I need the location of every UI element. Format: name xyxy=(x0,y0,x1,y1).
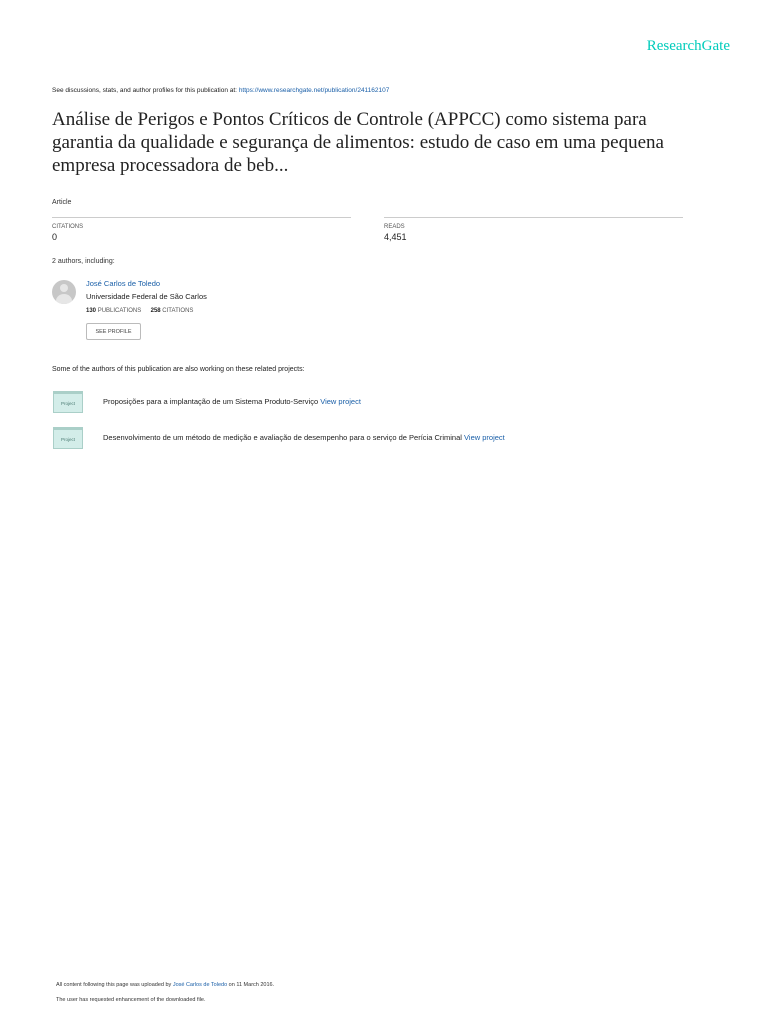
reads-label: READS xyxy=(384,224,405,230)
project-title: Desenvolvimento de um método de medição e avaliação de desempenho para o serviço de Perícia Criminal xyxy=(103,433,462,442)
upload-prefix: All content following this page was uploaded by xyxy=(56,982,172,988)
researchgate-logo[interactable]: ResearchGate xyxy=(646,38,730,54)
author-publications-count: 130 xyxy=(86,308,97,314)
citations-value: 0 xyxy=(52,232,58,242)
upload-suffix: on 11 March 2016. xyxy=(228,982,275,988)
author-citations-count: 258 xyxy=(150,308,161,314)
see-profile-button[interactable]: SEE PROFILE xyxy=(86,323,141,340)
source-line-prefix: See discussions, stats, and author profiles for this publication at: xyxy=(52,87,237,94)
author-publications-label: PUBLICATIONS xyxy=(97,308,142,314)
project-folder-icon: Project xyxy=(53,391,83,413)
project-title: Proposições para a implantação de um Sistema Produto-Serviço xyxy=(103,397,319,406)
project-item xyxy=(103,397,361,406)
related-projects-heading: Some of the authors of this publication are also working on these related projects: xyxy=(52,366,305,373)
view-project-link[interactable]: View project xyxy=(464,433,505,442)
reads-stat xyxy=(384,217,683,242)
upload-note xyxy=(56,982,274,988)
reads-value: 4,451 xyxy=(384,232,407,242)
author-stats xyxy=(86,308,193,314)
author-institution: Universidade Federal de São Carlos xyxy=(86,292,207,301)
project-item xyxy=(103,433,505,442)
document-type: Article xyxy=(52,199,72,206)
citations-label: CITATIONS xyxy=(52,224,84,230)
citations-stat xyxy=(52,217,351,242)
uploader-link[interactable]: José Carlos de Toledo xyxy=(172,982,228,988)
publication-title: Análise de Perigos e Pontos Críticos de Controle (APPCC) como sistema para garantia da qualidade e segurança de alimentos: estudo de caso em uma pequena empresa processadora de beb... xyxy=(52,109,664,176)
enhancement-note: The user has requested enhancement of the downloaded file. xyxy=(56,997,206,1003)
project-folder-icon: Project xyxy=(53,427,83,449)
source-line xyxy=(52,87,389,94)
author-avatar-icon[interactable] xyxy=(52,280,76,304)
publication-url-link[interactable]: https://www.researchgate.net/publication/241162107 xyxy=(238,87,390,94)
view-project-link[interactable]: View project xyxy=(320,397,361,406)
authors-heading: 2 authors, including: xyxy=(52,258,115,265)
author-citations-label: CITATIONS xyxy=(162,308,194,314)
author-name-link[interactable]: José Carlos de Toledo xyxy=(86,279,161,288)
